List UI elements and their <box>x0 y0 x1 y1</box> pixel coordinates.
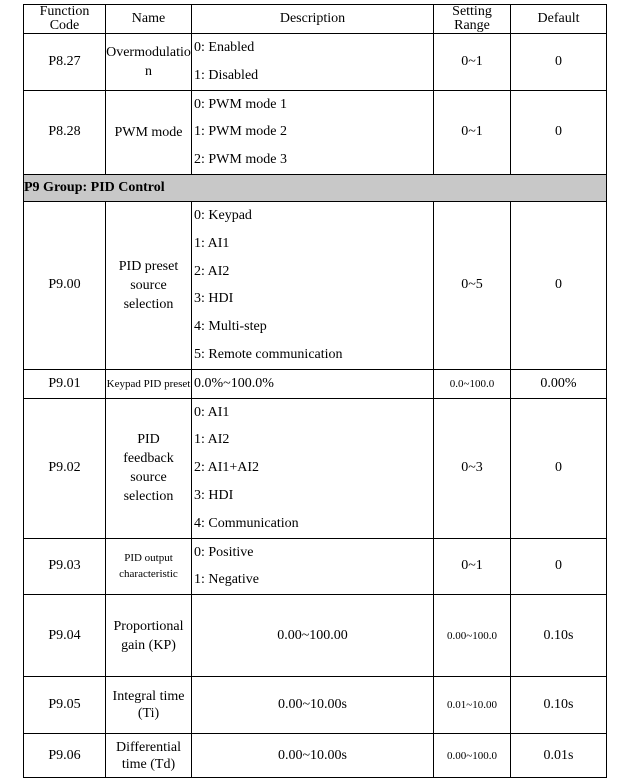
row-code: P9.01 <box>24 369 106 398</box>
option: 2: AI1+AI2 <box>194 460 260 476</box>
row-name: PID output characteristic <box>106 538 192 595</box>
table-row <box>24 201 607 369</box>
row-setting: 0.01~10.00 <box>434 677 511 734</box>
row-default: 0 <box>511 538 607 595</box>
table-row <box>24 34 607 91</box>
row-description <box>192 34 434 91</box>
row-description <box>192 90 434 174</box>
row-default: 0 <box>511 34 607 91</box>
row-description <box>192 369 434 398</box>
row-code: P8.28 <box>24 90 106 174</box>
option: 1: AI1 <box>194 235 230 251</box>
table-row <box>24 734 607 778</box>
header-description: Description <box>192 5 434 34</box>
row-code: P9.06 <box>24 734 106 778</box>
row-name: Integral time (Ti) <box>106 677 192 734</box>
row-setting: 0~1 <box>434 90 511 174</box>
header-setting: Setting Range <box>434 5 511 34</box>
group-title: P9 Group: PID Control <box>24 174 607 201</box>
option: 3: HDI <box>194 291 234 307</box>
option: 5: Remote communication <box>194 346 343 362</box>
option: 1: PWM mode 2 <box>194 124 287 140</box>
option: 0: PWM mode 1 <box>194 96 287 112</box>
row-default: 0.10s <box>511 595 607 677</box>
option: 0.0%~100.0% <box>194 375 274 391</box>
option: 2: PWM mode 3 <box>194 152 287 168</box>
row-name: PID feedback source selection <box>106 398 192 538</box>
row-description <box>192 201 434 369</box>
parameter-table <box>23 4 607 778</box>
option: 4: Communication <box>194 515 299 531</box>
row-default: 0.00% <box>511 369 607 398</box>
option: 1: Disabled <box>194 67 259 83</box>
option: 1: Negative <box>194 572 259 588</box>
row-description <box>192 538 434 595</box>
option: 2: AI2 <box>194 263 230 279</box>
header-default: Default <box>511 5 607 34</box>
row-name: Overmodulation <box>106 34 192 91</box>
table-row <box>24 369 607 398</box>
option: 0: Enabled <box>194 40 255 55</box>
row-setting: 0.0~100.0 <box>434 369 511 398</box>
row-default: 0.01s <box>511 734 607 778</box>
table-row <box>24 398 607 538</box>
option: 4: Multi-step <box>194 319 267 335</box>
row-name: PID preset source selection <box>106 201 192 369</box>
row-name: Proportional gain (KP) <box>106 595 192 677</box>
table-row <box>24 677 607 734</box>
group-header-row <box>24 174 607 201</box>
option: 3: HDI <box>194 487 234 503</box>
option: 0: Keypad <box>194 207 252 223</box>
row-default: 0 <box>511 90 607 174</box>
row-name: Keypad PID preset <box>106 369 192 398</box>
row-code: P8.27 <box>24 34 106 91</box>
row-name: PWM mode <box>106 90 192 174</box>
row-setting: 0.00~100.0 <box>434 734 511 778</box>
row-code: P9.00 <box>24 201 106 369</box>
row-code: P9.04 <box>24 595 106 677</box>
table-row <box>24 90 607 174</box>
row-default: 0 <box>511 398 607 538</box>
row-description: 0.00~100.00 <box>192 595 434 677</box>
table-row <box>24 595 607 677</box>
row-default: 0.10s <box>511 677 607 734</box>
row-setting: 0~1 <box>434 538 511 595</box>
header-code: Function Code <box>24 5 106 34</box>
row-description: 0.00~10.00s <box>192 677 434 734</box>
row-setting: 0~3 <box>434 398 511 538</box>
row-setting: 0.00~100.0 <box>434 595 511 677</box>
row-setting: 0~1 <box>434 34 511 91</box>
row-description: 0.00~10.00s <box>192 734 434 778</box>
row-default: 0 <box>511 201 607 369</box>
table-row <box>24 538 607 595</box>
header-row <box>24 5 607 34</box>
option: 1: AI2 <box>194 432 230 448</box>
row-code: P9.05 <box>24 677 106 734</box>
row-code: P9.03 <box>24 538 106 595</box>
header-name: Name <box>106 5 192 34</box>
row-setting: 0~5 <box>434 201 511 369</box>
row-code: P9.02 <box>24 398 106 538</box>
row-description <box>192 398 434 538</box>
option: 0: AI1 <box>194 404 230 420</box>
row-name: Differential time (Td) <box>106 734 192 778</box>
option: 0: Positive <box>194 544 254 560</box>
